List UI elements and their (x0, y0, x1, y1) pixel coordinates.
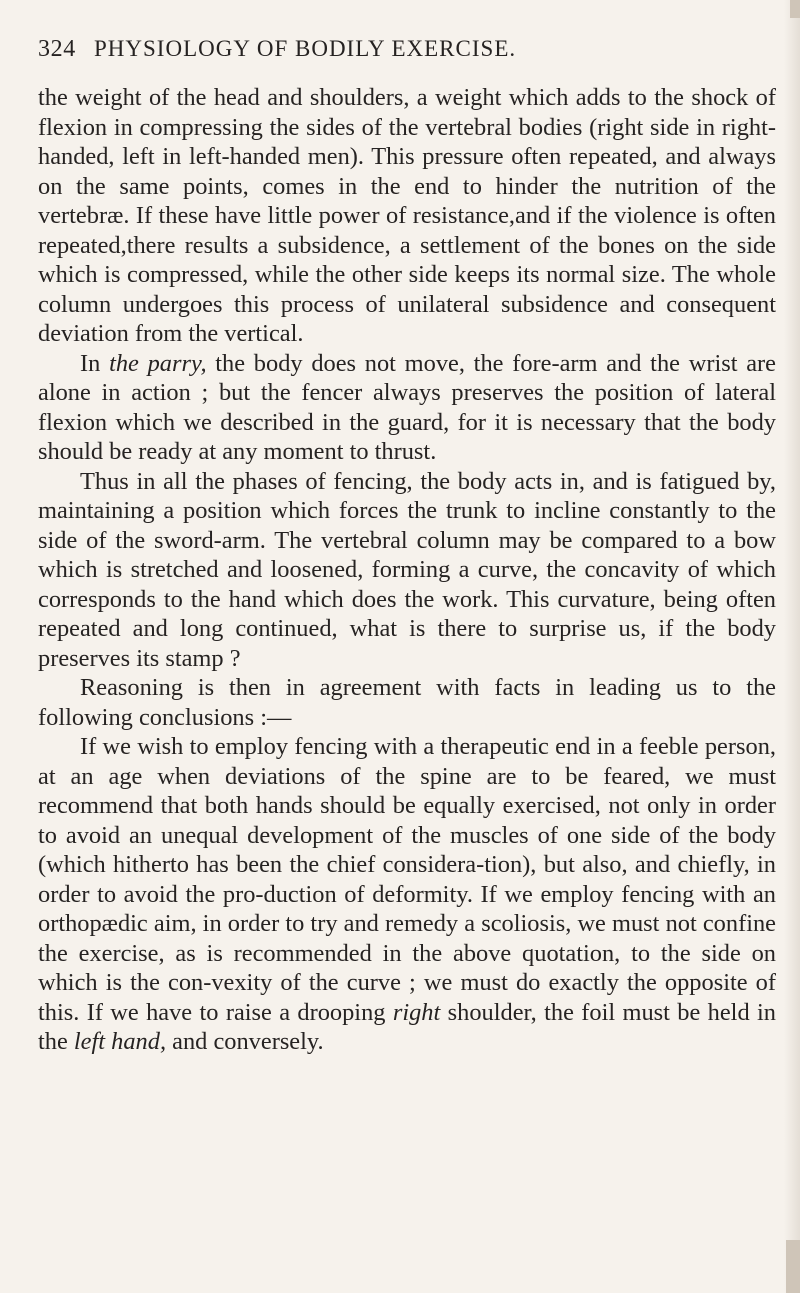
paragraph-5 (38, 732, 776, 1057)
page-number: 324 (38, 36, 76, 62)
paragraph-5-text-c: and conversely. (166, 1028, 324, 1055)
paragraph-1-text: the weight of the head and shoulders, a weight which adds to the shock of flexion in compressing the sides of the vertebral bodies (right side in right-handed, left in left-handed men). This pressure often repeated, and always on the same points, comes in the end to hinder the nutrition of the vertebræ. If these have little power of resistance,and if the violence is often repeated,there results a subsidence, a settlement of the bones on the side which is compressed, while the other side keeps its normal size. The whole column undergoes this process of unilateral subsidence and consequent deviation from the vertical. (38, 84, 776, 347)
paragraph-1 (38, 83, 776, 349)
italic-word-right: right (392, 998, 441, 1026)
running-header (38, 36, 760, 66)
italic-phrase-the-parry: the parry, (109, 349, 207, 377)
paragraph-3 (38, 467, 776, 674)
paragraph-5-text-a: If we wish to employ fencing with a therapeutic end in a feeble person, at an age when deviations of the spine are to be feared, we must recommend that both hands should be equally exercised, not only in order to avoid an unequal development of the muscles of one side of the body (which hitherto has been the chief considera-tion), but also, and chiefly, in order to avoid the pro-duction of deformity. If we employ fencing with an orthopædic aim, in order to try and remedy a scoliosis, we must not confine the exercise, as is recommended in the above quotation, to the side on which is the con-vexity of the curve ; we must do exactly the opposite of this. If we have to raise a drooping (38, 733, 776, 1026)
paragraph-4 (38, 673, 776, 732)
body-text (38, 83, 776, 1057)
page-edge-shadow (784, 0, 800, 1293)
paragraph-2 (38, 349, 776, 467)
page-edge-mark (790, 0, 800, 18)
paragraph-2-text-b: the body does not move, the fore-arm and the wrist are alone in action ; but the fencer always preserves the position of lateral flexion which we described in the guard, for it is necessary that the body should be ready at any moment to thrust. (38, 349, 776, 465)
page-corner-mark (786, 1240, 800, 1293)
italic-phrase-left-hand: left hand, (73, 1028, 167, 1055)
paragraph-4-text: Reasoning is then in agreement with facts in leading us to the following conclusions :— (38, 674, 776, 731)
paragraph-3-text: Thus in all the phases of fencing, the body acts in, and is fatigued by, maintaining a position which forces the trunk to incline constantly to the side of the sword-arm. The vertebral column may be compared to a bow which is stretched and loosened, forming a curve, the concavity of which corresponds to the hand which does the work. This curvature, being often repeated and long continued, what is there to surprise us, if the body preserves its stamp ? (38, 467, 776, 672)
paragraph-2-text-a: In (80, 349, 110, 377)
running-title: PHYSIOLOGY OF BODILY EXERCISE. (94, 36, 517, 61)
paragraph-5-text-b: shoulder, the foil must be held in the (38, 998, 776, 1055)
